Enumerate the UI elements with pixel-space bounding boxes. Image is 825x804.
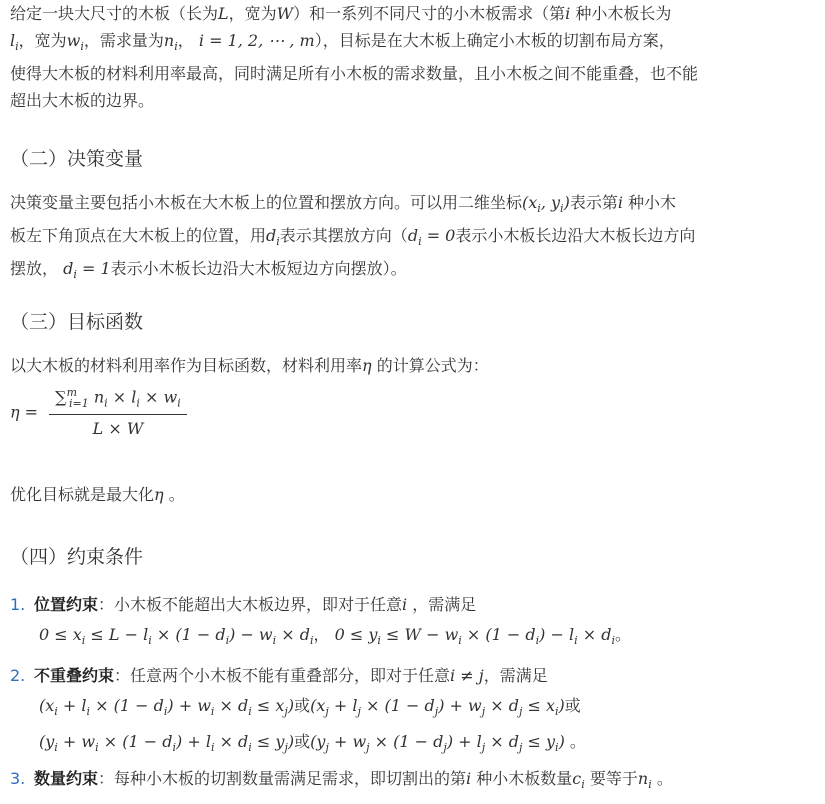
constraint-item-quantity: 3. 数量约束：每种小木板的切割数量需满足需求，即切割出的第i 种小木板数量$c_i$ 要等于$n_i$ 。: [10, 769, 673, 792]
objective-goal: 优化目标就是最大化η 。: [10, 485, 185, 504]
constraint-item-position: 1. 位置约束：小木板不能超出大木板边界，即对于任意i ，需满足 $0 \le x_i \le L - l_i \times (1 - d_i) - w_i \times d_i$， $0 \le y_i \le W - w_i \times (1 - d_i) - l_i \times d_i$。: [10, 595, 631, 648]
constraint-item-no-overlap: 2. 不重叠约束：任意两个小木板不能有重叠部分，即对于任意i ≠ j，需满足 $(x_i + l_i \times (1 - d_i) + w_i \times d_i \le x_j)$或$(x_j + l_j \times (1 - d_j) + w_j \times d_j \le x_i)$或 $(y_i + w_i \times (1 - d_i) + l_i \times d_i \le y_j)$或$(y_j + w_j \times (1 - d_j) + l_j \times d_j \le y_i)$ 。: [10, 666, 586, 755]
decision-variables-paragraph: 决策变量主要包括小木板在大木板上的位置和摆放方向。可以用二维坐标($x_i$, $y_i$)表示第i 种小木 板左下角顶点在大木板上的位置，用$d_i$表示其摆放方向（$d_i = 0$表示小木板长边沿大木板长边方向 摆放， $d_i = 1$表示小木板长边沿大木板短边方向摆放）。: [10, 193, 696, 282]
section-heading-objective: （三）目标函数: [10, 311, 144, 333]
objective-paragraph: 以大木板的材料利用率作为目标函数，材料利用率η 的计算公式为：: [10, 356, 489, 375]
utilization-formula: η = $\frac{\sum^m_{i=1} n_i \times l_i \times w_i}{L \times W}$: [10, 386, 811, 438]
section-heading-constraints: （四）约束条件: [10, 546, 144, 568]
intro-paragraph: 给定一块大尺寸的木板（长为L，宽为W）和一系列不同尺寸的小木板需求（第i 种小木板长为 $l_i$，宽为$w_i$，需求量为$n_i$， i = 1, 2, ⋯ , m），目标是在大木板上确定小木板的切割布局方案， 使得大木板的材料利用率最高，同时满足所有小木板的需求数量，且小木板之间不能重叠，也不能 超出大木板的边界。: [10, 4, 699, 111]
section-heading-decision-variables: （二）决策变量: [10, 148, 144, 170]
